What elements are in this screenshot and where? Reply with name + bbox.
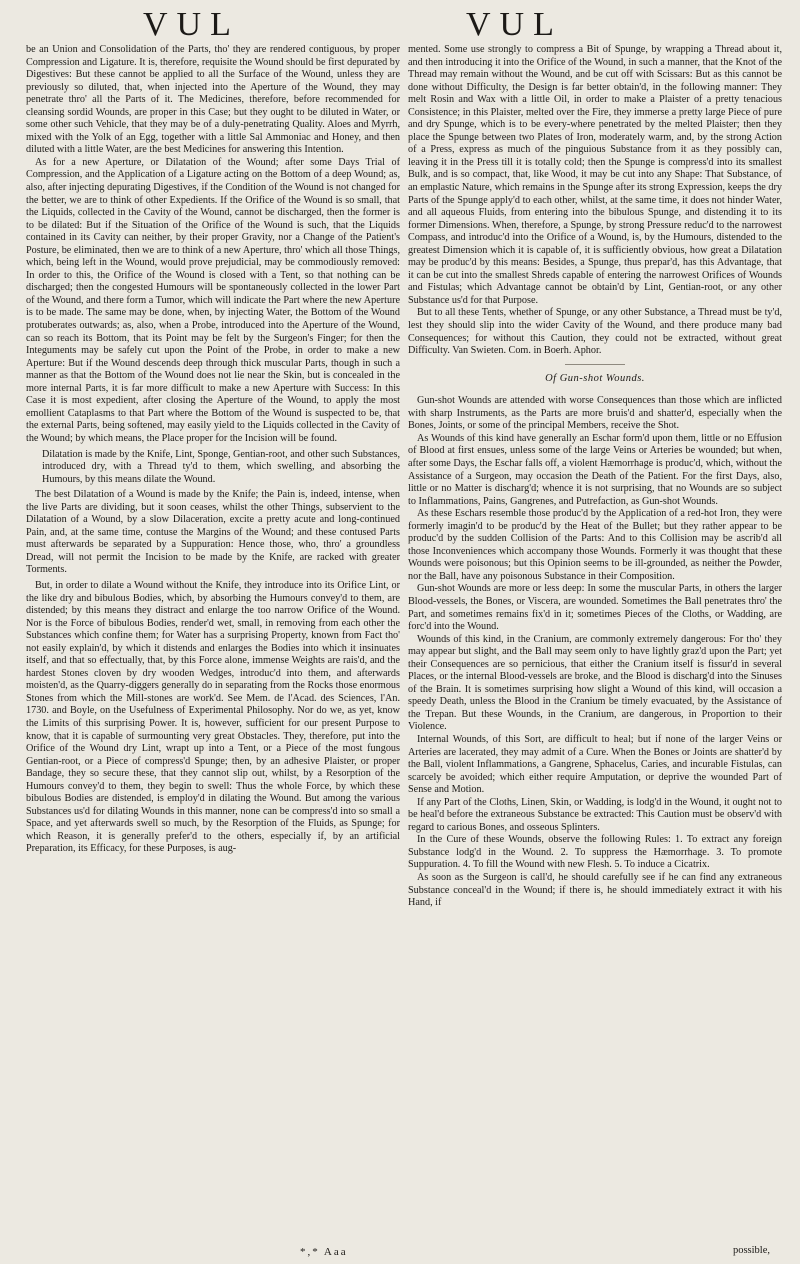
paragraph: be an Union and Consolidation of the Parts, tho' they are rendered contiguous, by proper Compression and Ligature. It is, therefore, requisite the Wound should be first depurated by Digestives: But these cannot be applied to all the Surface of the Wound, unless they are previously so diluted, that, when injected into the Aperture of the Wound, they may penetrate thro' all the Parts of it. The Medicines, therefore, before recommended for cleansing sordid Wounds, are proper in this Case; but they ought to be diluted in Water, or some other such Vehicle, that they may be of a duly-penetrating Quality. Aloes and Myrrh, mixed with the Yolk of an Egg, together with a little Sal Ammoniac and Honey, and then diluted with a little Water, are the best Medicines for answering this Intention. xyxy=(26,44,400,156)
paragraph: As Wounds of this kind have generally an Eschar form'd upon them, little or no Effusion of Blood at first ensues, unless some of the large Veins or Arteries be wounded; but when, after some Days, the Eschar falls off, a violent Hæmorrhage is produc'd, which, without the Assistance of a Surgeon, may occasion the Death of the Patient. For the first Days, also, little or no Matter is discharg'd; whence it is not surprising, that no Wounds are so subject to Inflammations, Pains, Gangrenes, and Putrefaction, as Gun-shot Wounds. xyxy=(408,432,782,507)
left-column xyxy=(26,44,400,856)
right-column-top xyxy=(408,44,782,358)
paragraph: mented. Some use strongly to compress a Bit of Spunge, by wrapping a Thread about it, and then introducing it into the Orifice of the Wound, in such a manner, that the Knot of the Thread may remain without the Wound, and be cut off with Scissars: But as this cannot be done without Difficulty, the Design is far better obtain'd, in the following manner: They melt Rosin and Wax with a little Oil, in order to make a Plaister of a pretty tenacious Consistence; in this Plaister, melted over the Fire, they immerse a pretty large Piece of pure and dry Spunge, which is to be every-where penetrated by the melted Plaister; then they place the Spunge between two Plates of Iron, moderately warm, and, by the strong Action of a Press, express as much of the pinguious Substance from it as they possibly can, leaving it in the Press till it is totally cold; then the Spunge is compress'd into its smallest Bulk, and is so compact, that, like Wood, it may be cut into any Shape: That Substance, of an emplastic Nature, which remains in the Spunge after its strong Expression, keeps the dry Parts of the Spunge apply'd to each other, whilst, at the same time, it does not hinder Water, and all aqueous Fluids, from entering into the bibulous Spunge, and distending it to its former Dimensions. When, therefore, a Spunge, by strong Pressure reduc'd to the narrowest Compass, and introduc'd into the Orifice of a Wound, is, by the Humours, distended to the greatest Dimension which it is capable of, it is sufficiently obvious, how great a Dilatation may be produc'd by this means: Besides, a Spunge, thus prepar'd, has this Advantage, that it can be cut into the smallest Shreds capable of entering the narrowest Orifices of Wounds and Fistulas; which Advantage cannot be obtain'd by Lint, Gentian-root, or any other Substance us'd for that Purpose. xyxy=(408,44,782,306)
section-heading: Of Gun-shot Wounds. xyxy=(545,372,645,384)
paragraph: As soon as the Surgeon is call'd, he should carefully see if he can find any extraneous Substance conceal'd in the Wound; if there is, he should immediately extract it with his Hand, if xyxy=(408,872,782,909)
header-title-right: VUL xyxy=(466,6,563,43)
paragraph: The best Dilatation of a Wound is made by the Knife; the Pain is, indeed, intense, when the live Parts are dividing, but it soon ceases, whilst the other Things, subservient to the Dilatation of a Wound, by a slow Dilaceration, excite a pretty acute and long-continued Pain, and, at the same time, contuse the Margins of the Wound; and these contused Parts must afterwards be separated by a Suppuration: Hence those, who, thro' a groundless Dread, will not permit the Incision to be made by the Knife, are racked with greater Torments. xyxy=(26,489,400,576)
paragraph: Dilatation is made by the Knife, Lint, Sponge, Gentian-root, and other such Substances, introduced dry, with a Thread ty'd to them, which swelling, and absorbing the Humours, by this means dilate the Wound. xyxy=(42,448,400,485)
paragraph: Wounds of this kind, in the Cranium, are commonly extremely dangerous: For tho' they may appear but slight, and the Ball may seem only to have lightly graz'd upon the Part; yet their Consequences are so pernicious, that either the Cranium itself is fissur'd in several Places, or the internal Blood-vessels are broke, and the Blood is discharg'd into the Sinuses of the Brain. It is sometimes surprising how slight a Wound of this kind, will occasion a speedy Death, unless the Blood in the Cranium be timely evacuated, by the Assistance of the Trepan. But these Wounds, in the Cranium, are dangerous, in Proportion to their Violence. xyxy=(408,633,782,733)
catchword: possible, xyxy=(732,1245,770,1256)
paragraph: Gun-shot Wounds are attended with worse Consequences than those which are inflicted with sharp Instruments, as the Parts are more bruis'd and shatter'd, especially when the Bones, Joints, or some of the principal Members, receive the Shot. xyxy=(408,395,782,432)
section-rule xyxy=(565,364,625,365)
paragraph: Internal Wounds, of this Sort, are difficult to heal; but if none of the larger Veins or Arteries are lacerated, they may admit of a Cure. When the Bones or Joints are shatter'd by the Ball, violent Inflammations, a Gangrene, Sphacelus, Caries, and incurable Fistulas, can scarcely be avoided; which either require Amputation, or deprive the wounded Part of Sense and Motion. xyxy=(408,733,782,796)
running-header xyxy=(0,6,800,46)
paragraph: But, in order to dilate a Wound without the Knife, they introduce into its Orifice Lint, or the like dry and bibulous Bodies, which, by absorbing the Humours convey'd to them, are distended; by this means they distract and enlarge the too narrow Orifice of the Wound. Nor is the Force of bibulous Bodies, render'd wet, small, in removing from each other the Substances which confine them; for Water has a surprising Property, known from Fact tho' not easily explain'd, by which it distends and enlarges the Bodies into which it insinuates itself, and that so effectually, that, by this Force alone, immense Weights are rais'd, and the hardest Stones cloven by dry wooden Wedges, introduc'd into them, and afterwards moisten'd, as the Quarry-diggers generally do in separating from the Rocks those enormous Stones from which the Mill-stones are work'd. See Mem. de l'Acad. des Sciences, l'An. 1730. and Boyle, on the Usefulness of Experimental Philosophy. Nor do we, as yet, know the Limits of this surprising Power. It is, however, sufficient for our present Purpose to know, that it is capable of surmounting very great Obstacles. They, therefore, put into the Orifice of the Wound dry Lint, wrapt up into a Tent, or a Piece of the most fungous Gentian-root, or a Piece of compress'd Spunge; then, by an adhesive Plaister, or proper Bandage, they so secure these, that they cannot slip out, whilst, by a Resorption of the Humours convey'd to them, they begin to swell: Thus the whole Force, by which these bibulous Bodies are distended, is employ'd in dilating the Wound. But among the various Substances us'd for dilating Wounds in this manner, none can be compress'd into so small a Space, and yet afterwards swell so much, by the Resorption of the Fluids, as Spunge; for which Reason, it is generally prefer'd to the others, especially if, by an artificial Preparation, its Efficacy, for these Purposes, is aug- xyxy=(26,579,400,855)
paragraph: As these Eschars resemble those produc'd by the Application of a red-hot Iron, they were formerly imagin'd to be produc'd by the Heat of the Bullet; but they rather appear to be produc'd by the sudden Collision of the Parts: And to this Collision may be ascrib'd all those Inconveniences which accompany those Wounds. Formerly it was thought that these Wounds were poisonous; but this Opinion seems to be ill-grounded, as neither the Powder, nor the Ball, have any poisonous Substance in their Composition. xyxy=(408,508,782,582)
right-column xyxy=(408,44,782,910)
right-column-bottom xyxy=(408,395,782,909)
paragraph: Gun-shot Wounds are more or less deep: In some the muscular Parts, in others the larger Blood-vessels, the Bones, or Viscera, are wounded. Sometimes the Ball penetrates thro' the Part, and sometimes remains fix'd in it; sometimes Pieces of the Cloths, or Wadding, are forc'd into the Wound. xyxy=(408,583,782,633)
paragraph: But to all these Tents, whether of Spunge, or any other Substance, a Thread must be ty'd, lest they should slip into the wider Cavity of the Wound, and there produce many bad Consequences; for without this Caution, they could not be extracted, without great Difficulty. Van Swieten. Com. in Boerh. Aphor. xyxy=(408,307,782,357)
paragraph: As for a new Aperture, or Dilatation of the Wound; after some Days Trial of Compression, and the Application of a Ligature acting on the Bottom of a deep Wound; as, also, after injecting depurating Digestives, if the Condition of the Wound is not changed for the better, we are to think of other Expedients. If the Orifice of the Wound is so small, that the Liquids, collected in the Cavity of the Wound, cannot be discharged, then the former is to be dilated: But if the Situation of the Orifice of the Wound is such, that the Liquids contained in its Cavity can neither, by their proper Gravity, nor a Change of the Patient's Posture, be eliminated, then we are to think of a new Aperture, thro' which all those Things, which, being left in the Wound, would prove prejudicial, may be commodiously removed: In order to this, the Orifice of the Wound is closed with a Tent, so that nothing can be discharged; then the congested Humours will be spontaneously collected in the lower Part of the Wound, and there form a Tumor, which will indicate the Part where the new Aperture is to be made. The same may be done, when, by injecting Water, the Bottom of the Wound protuberates outwards; as, also, when a Probe, introduced into the Aperture of the Wound, can so reach its Bottom, that its Point may be felt by the Surgeon's Finger; for then the Integuments may be safely cut upon the Point of the Probe, in order to make a new Aperture: But if the Wound descends deep through thick muscular Parts, though in such a manner as that the Bottom of the Wound does not lie near the Skin, but is concealed in the more internal Parts, it is far more difficult to make a new Aperture with Success: In this Case it is most expedient, after closing the Aperture of the Wound, to apply the most emollient Cataplasms to that Part where the Bottom of the Wound is suspected to be, that the external Parts, being softened, may easily yield to the Liquids collected in the Cavity of the Wound; by which means, the Place proper for the Incision will be found. xyxy=(26,156,400,444)
header-title-left: VUL xyxy=(143,6,240,43)
signature-mark: *,* Aaa xyxy=(300,1246,348,1258)
paragraph: If any Part of the Cloths, Linen, Skin, or Wadding, is lodg'd in the Wound, it ought not to be heal'd before the extraneous Substance be extracted: This Caution must be observ'd with regard to carious Bones, and osseous Splinters. xyxy=(408,796,782,833)
paragraph: In the Cure of these Wounds, observe the following Rules: 1. To extract any foreign Substance lodg'd in the Wound. 2. To suppress the Hæmorrhage. 3. To promote Suppuration. 4. To fill the Wound with new Flesh. 5. To induce a Cicatrix. xyxy=(408,834,782,871)
